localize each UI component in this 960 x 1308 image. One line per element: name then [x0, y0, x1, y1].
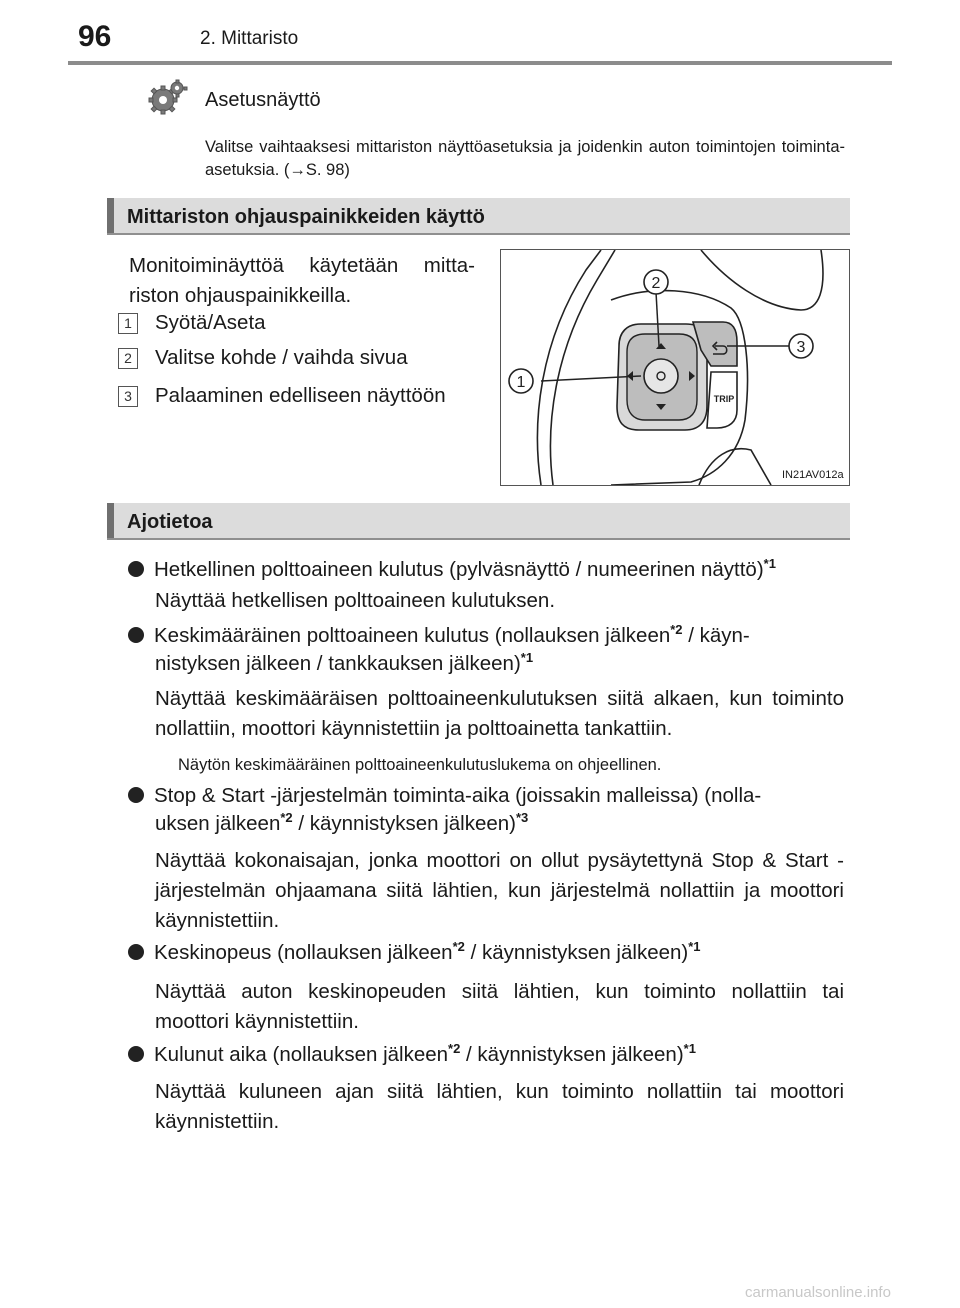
setting-description: Valitse vaihtaaksesi mittariston näyttöasetuksia ja joidenkin auton toimintojen toiminta-asetuksia. (→S. 98) — [205, 138, 845, 179]
bullet-dot — [128, 944, 144, 960]
header-rule — [68, 61, 892, 65]
bullet-item-stop-start-time — [128, 784, 761, 808]
bullet-description: Näyttää kuluneen ajan siitä lähtien, kun toiminto nollattiin tai moottori käynnistettiin. — [155, 1080, 844, 1133]
bullet-title: Kulunut aika (nollauksen jälkeen — [154, 1043, 449, 1066]
bullet-description: Näyttää keskimääräisen polttoaineenkulutuksen siitä alkaen, kun toiminto nollattiin, moottori käynnistettiin ja polttoainetta tankattiin. — [155, 687, 844, 740]
bullet-item-average-fuel — [128, 624, 844, 648]
bullet-description: Näyttää hetkellisen polttoaineen kulutuksen. — [155, 589, 556, 612]
watermark: carmanualsonline.info — [745, 1284, 891, 1301]
section-marker — [107, 503, 114, 538]
footnote-ref: *2 — [448, 1041, 461, 1056]
callout-2: 2 — [651, 275, 661, 292]
figure-code: IN21AV012a — [782, 469, 844, 481]
footnote-ref: *1 — [763, 556, 776, 571]
page-number: 96 — [78, 20, 112, 53]
steering-switch-figure — [500, 249, 850, 486]
bullet-title: Stop & Start -järjestelmän toiminta-aika (joissakin malleissa) (nolla- — [154, 784, 762, 807]
section-heading-controls — [107, 198, 850, 235]
bullet-dot — [128, 561, 144, 577]
item-text: Palaaminen edelliseen näyttöön — [155, 384, 446, 407]
section-title: Mittariston ohjauspainikkeiden käyttö — [127, 206, 485, 228]
callout-3: 3 — [796, 339, 806, 356]
trip-label: TRIP — [713, 394, 735, 404]
footnote-ref: *2 — [670, 622, 683, 637]
item-number-badge: 2 — [118, 348, 138, 369]
section-marker — [107, 198, 114, 233]
footnote-ref: *1 — [688, 939, 701, 954]
bullet-item-instant-fuel — [128, 558, 776, 582]
steering-switch-illustration — [501, 250, 849, 485]
section-heading-trip-info — [107, 503, 850, 540]
item-text: Syötä/Aseta — [155, 311, 266, 334]
running-head: 2. Mittaristo — [200, 28, 299, 49]
section-title: Ajotietoa — [127, 511, 213, 533]
footnote-ref: *2 — [280, 810, 293, 825]
bullet-description: Näyttää auton keskinopeuden siitä lähtien, kun toiminto nollattiin tai moottori käynnistettiin. — [155, 980, 844, 1033]
bullet-title: / käynnistyksen jälkeen) — [292, 812, 516, 835]
bullet-dot — [128, 787, 144, 803]
bullet-title: Keskinopeus (nollauksen jälkeen — [154, 941, 453, 964]
bullet-item-average-speed — [128, 941, 701, 965]
footnote-ref: *2 — [452, 939, 465, 954]
controls-intro: Monitoiminäyttöä käytetään mitta-riston ohjauspainikkeilla. — [129, 254, 475, 307]
bullet-dot — [128, 627, 144, 643]
item-text: Valitse kohde / vaihda sivua — [155, 346, 408, 369]
bullet-title-continued — [155, 812, 528, 836]
item-number-badge: 1 — [118, 313, 138, 334]
bullet-title: / käynnistyksen jälkeen) — [464, 941, 689, 964]
footnote-ref: *3 — [516, 810, 529, 825]
bullet-description: Näyttää kokonaisajan, jonka moottori on ollut pysäytettynä Stop & Start -järjestelmän ohjaamana siitä lähtien, kun järjestelmä nollattiin ja moottori käynnistettiin. — [155, 849, 844, 932]
bullet-title: Hetkellinen polttoaineen kulutus (pylväsnäyttö / numeerinen näyttö) — [154, 558, 764, 581]
gear-icon — [146, 78, 188, 118]
bullet-title: / käyn- — [682, 624, 750, 647]
bullet-title: Keskimääräinen polttoaineen kulutus (nollauksen jälkeen — [154, 624, 671, 647]
bullet-dot — [128, 1046, 144, 1062]
callout-1: 1 — [516, 374, 526, 391]
bullet-title: nistyksen jälkeen / tankkauksen jälkeen) — [155, 652, 521, 675]
footnote-ref: *1 — [683, 1041, 696, 1056]
bullet-title: / käynnistyksen jälkeen) — [460, 1043, 684, 1066]
item-number-badge: 3 — [118, 386, 138, 407]
bullet-title: uksen jälkeen — [155, 812, 281, 835]
footnote-ref: *1 — [520, 650, 534, 665]
bullet-item-elapsed-time — [128, 1043, 696, 1067]
bullet-title-continued — [155, 652, 533, 676]
note-text: Näytön keskimääräinen polttoaineenkulutuslukema on ohjeellinen. — [178, 756, 662, 774]
setting-title: Asetusnäyttö — [205, 89, 321, 111]
